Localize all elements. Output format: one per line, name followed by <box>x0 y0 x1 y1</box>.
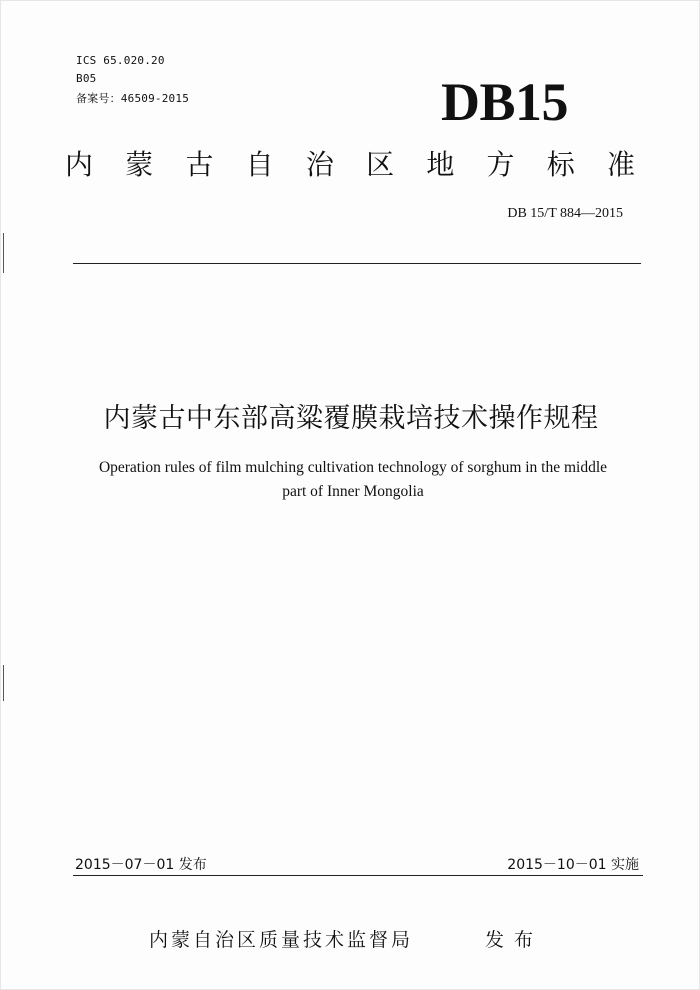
standard-type-heading <box>65 148 635 181</box>
title-english <box>63 456 643 504</box>
implementation-date: 2015－10－01 实施 <box>507 857 639 873</box>
standard-type-char: 地 <box>426 148 455 181</box>
standard-type-char: 准 <box>606 148 635 181</box>
scan-edge-mark <box>3 665 4 701</box>
db-code-logo: DB15 <box>441 72 569 132</box>
issue-label: 发布 <box>485 929 544 951</box>
standard-type-char: 古 <box>185 148 214 181</box>
ics-code: ICS 65.020.20 <box>76 54 165 67</box>
standard-type-char: 标 <box>546 148 575 181</box>
standard-type-char: 治 <box>305 148 334 181</box>
standard-type-char: 自 <box>245 148 274 181</box>
standard-type-char: 蒙 <box>125 148 154 181</box>
issue-date: 2015－07－01 发布 <box>75 857 207 873</box>
issuing-authority: 内蒙自治区质量技术监督局 <box>149 929 414 951</box>
standard-type-char: 方 <box>486 148 515 181</box>
scan-edge-mark <box>3 233 4 273</box>
title-chinese: 内蒙古中东部高粱覆膜栽培技术操作规程 <box>103 403 599 434</box>
header-divider <box>73 263 641 264</box>
standard-type-char: 区 <box>366 148 395 181</box>
category-code: B05 <box>76 72 97 85</box>
filing-number: 备案号：46509-2015 <box>76 92 190 105</box>
standard-type-char: 内 <box>65 148 94 181</box>
title-english-line: part of Inner Mongolia <box>282 483 424 500</box>
title-english-line: Operation rules of film mulching cultivation technology of sorghum in the middle <box>98 459 608 476</box>
standard-number: DB 15/T 884—2015 <box>507 206 623 221</box>
footer-divider <box>73 875 643 876</box>
